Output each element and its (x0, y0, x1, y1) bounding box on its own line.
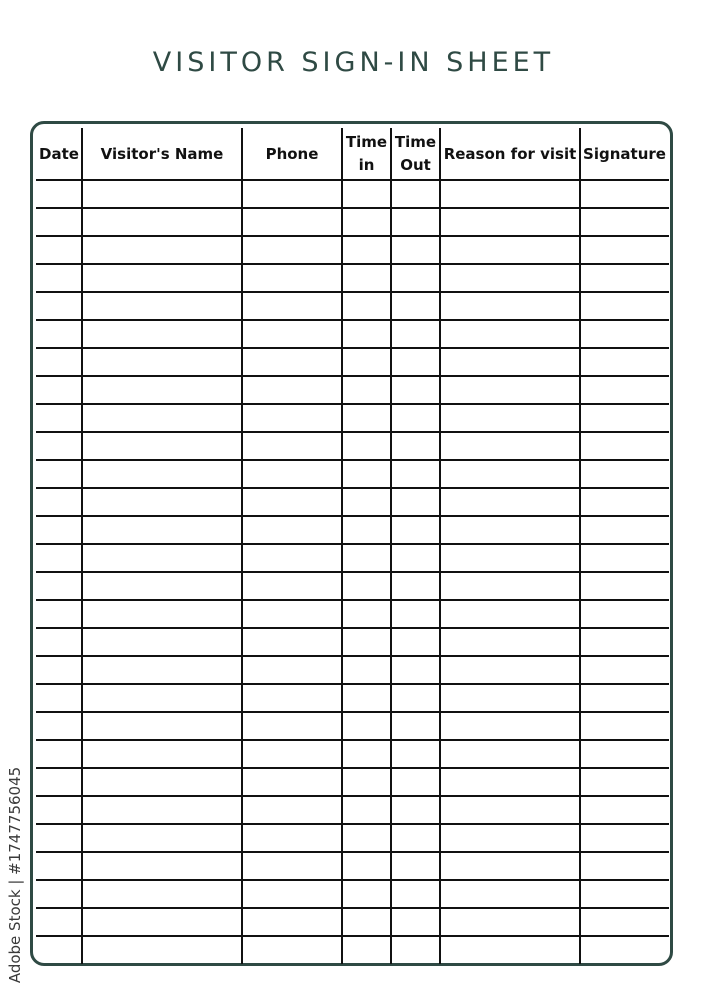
page-title: VISITOR SIGN-IN SHEET (152, 47, 555, 78)
header-phone: Phone (265, 144, 319, 163)
sign-in-table (36, 128, 669, 964)
header-signature: Signature (583, 144, 666, 163)
header-time-out: Time Out (394, 133, 437, 174)
table-grid (36, 128, 669, 964)
header-reason: Reason for visit (443, 144, 577, 163)
header-time-in: Time in (345, 133, 388, 174)
stock-watermark: Adobe Stock | #1747756045 (6, 766, 24, 984)
header-visitor-name: Visitor's Name (100, 144, 224, 163)
header-date: Date (39, 144, 79, 163)
